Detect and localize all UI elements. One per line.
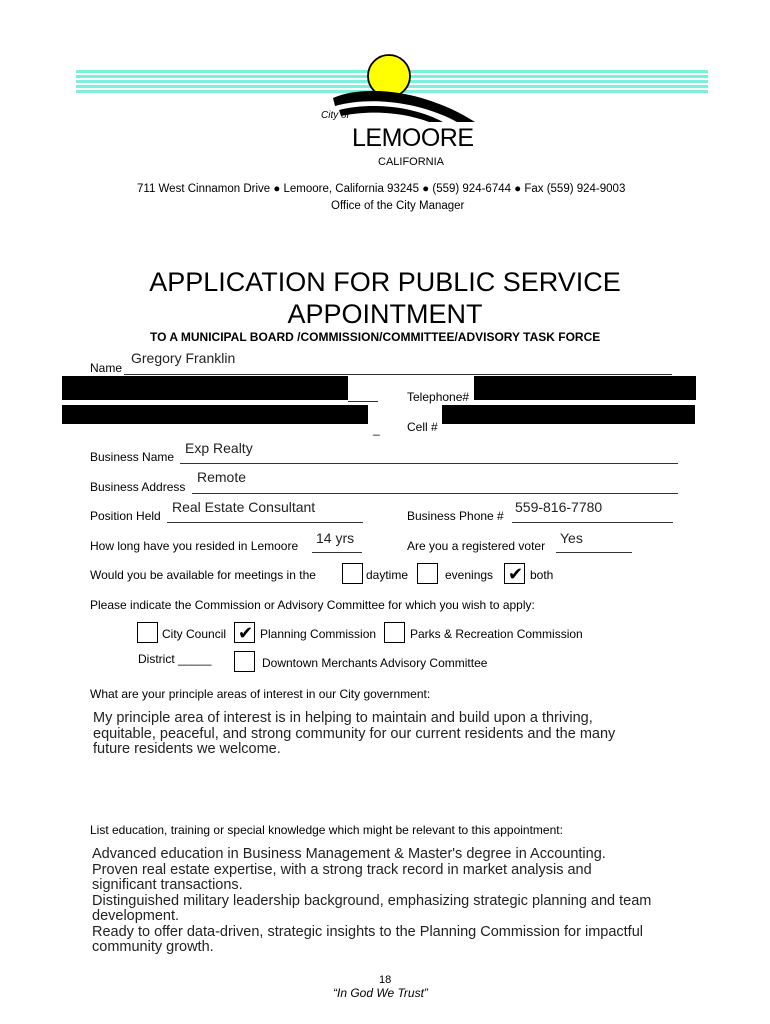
planning-commission-label: Planning Commission [260, 627, 377, 641]
education-line: significant transactions. [92, 877, 243, 893]
name-value[interactable]: Gregory Franklin [131, 350, 236, 366]
name-field-line[interactable] [124, 373, 672, 375]
district-blank[interactable]: _____ [178, 652, 212, 666]
form-title [0, 266, 770, 330]
daytime-checkbox[interactable] [342, 563, 363, 584]
page-number: 18 [379, 974, 392, 986]
committee-prompt: Please indicate the Commission or Advisory Committee for which you wish to apply: [90, 598, 535, 612]
education-line: Distinguished military leadership background, emphasizing strategic planning and team [92, 892, 652, 909]
planning-commission-check-icon: ✔ [238, 623, 254, 643]
both-check-icon: ✔ [508, 564, 524, 584]
position-held-label: Position Held [90, 509, 161, 523]
evenings-label: evenings [445, 568, 494, 582]
business-address-label: Business Address [90, 480, 186, 494]
business-name-value[interactable]: Exp Realty [185, 440, 253, 456]
telephone-label: Telephone# [407, 390, 470, 404]
position-held-line[interactable] [167, 521, 363, 523]
interest-answer[interactable] [93, 711, 615, 758]
form-title-line2: APPOINTMENT [287, 299, 483, 329]
redacted-address-2 [62, 405, 368, 424]
name-label: Name [90, 361, 123, 375]
education-line: Ready to offer data-driven, strategic insights to the Planning Commission for impactful [92, 923, 643, 940]
address-line-1 [348, 400, 378, 402]
business-address-line[interactable] [192, 492, 678, 494]
form-subtitle: TO A MUNICIPAL BOARD /COMMISSION/COMMITTEE/ADVISORY TASK FORCE [150, 330, 601, 344]
sun-icon [368, 55, 410, 97]
city-council-label: City Council [162, 627, 227, 641]
redacted-address-1 [62, 376, 348, 400]
interest-line: future residents we welcome. [93, 741, 281, 757]
form-title-line1: APPLICATION FOR PUBLIC SERVICE [149, 267, 621, 297]
planning-commission-checkbox[interactable] [234, 622, 255, 643]
residence-line[interactable] [312, 551, 362, 553]
motto: “In God We Trust” [333, 986, 428, 1000]
interest-line: My principle area of interest is in helping to maintain and build upon a thriving, [93, 710, 593, 726]
education-prompt: List education, training or special knowledge which might be relevant to this appointment: [90, 823, 563, 837]
redacted-cell [442, 405, 695, 424]
voter-value[interactable]: Yes [560, 530, 583, 546]
city-of-label: City of [321, 110, 350, 121]
both-label: both [530, 568, 554, 582]
office-line: Office of the City Manager [331, 200, 465, 212]
redacted-telephone [474, 376, 696, 400]
voter-line[interactable] [556, 551, 632, 553]
business-name-label: Business Name [90, 450, 175, 464]
education-line: Advanced education in Business Management & Master's degree in Accounting. [92, 846, 606, 862]
voter-label: Are you a registered voter [407, 539, 546, 553]
parks-recreation-label: Parks & Recreation Commission [410, 627, 583, 641]
both-checkbox[interactable] [504, 563, 525, 584]
business-address-value[interactable]: Remote [197, 469, 247, 485]
downtown-merchants-checkbox[interactable] [234, 651, 255, 672]
field-furrows-icon [333, 91, 475, 122]
parks-recreation-checkbox[interactable] [384, 622, 405, 643]
business-phone-value[interactable]: 559-816-7780 [515, 499, 603, 515]
downtown-merchants-label: Downtown Merchants Advisory Committee [262, 656, 488, 670]
business-name-line[interactable] [180, 462, 678, 464]
evenings-checkbox[interactable] [417, 563, 438, 584]
business-phone-label: Business Phone # [407, 509, 504, 523]
state-name: CALIFORNIA [378, 156, 445, 168]
residence-value[interactable]: 14 yrs [316, 530, 355, 546]
education-line: community growth. [92, 939, 214, 955]
residence-label: How long have you resided in Lemoore [90, 539, 299, 553]
position-held-value[interactable]: Real Estate Consultant [172, 499, 316, 515]
interest-prompt: What are your principle areas of interest in our City government: [90, 687, 431, 701]
business-phone-line[interactable] [512, 521, 673, 523]
education-line: Proven real estate expertise, with a strong track record in market analysis and [92, 861, 592, 878]
district-text: District [138, 652, 175, 666]
city-council-checkbox[interactable] [137, 622, 158, 643]
city-name: LEMOORE [352, 124, 474, 152]
education-line: development. [92, 908, 180, 924]
daytime-label: daytime [366, 568, 409, 582]
cell-mark: _ [373, 422, 380, 436]
interest-line: equitable, peaceful, and strong community for our current residents and the many [93, 725, 616, 742]
address-line: 711 West Cinnamon Drive ● Lemoore, California 93245 ● (559) 924-6744 ● Fax (559) 924-9003 [137, 183, 626, 195]
district-label [138, 652, 211, 666]
education-answer[interactable] [92, 847, 651, 956]
cell-label: Cell # [407, 420, 438, 434]
availability-label: Would you be available for meetings in the [90, 568, 316, 582]
